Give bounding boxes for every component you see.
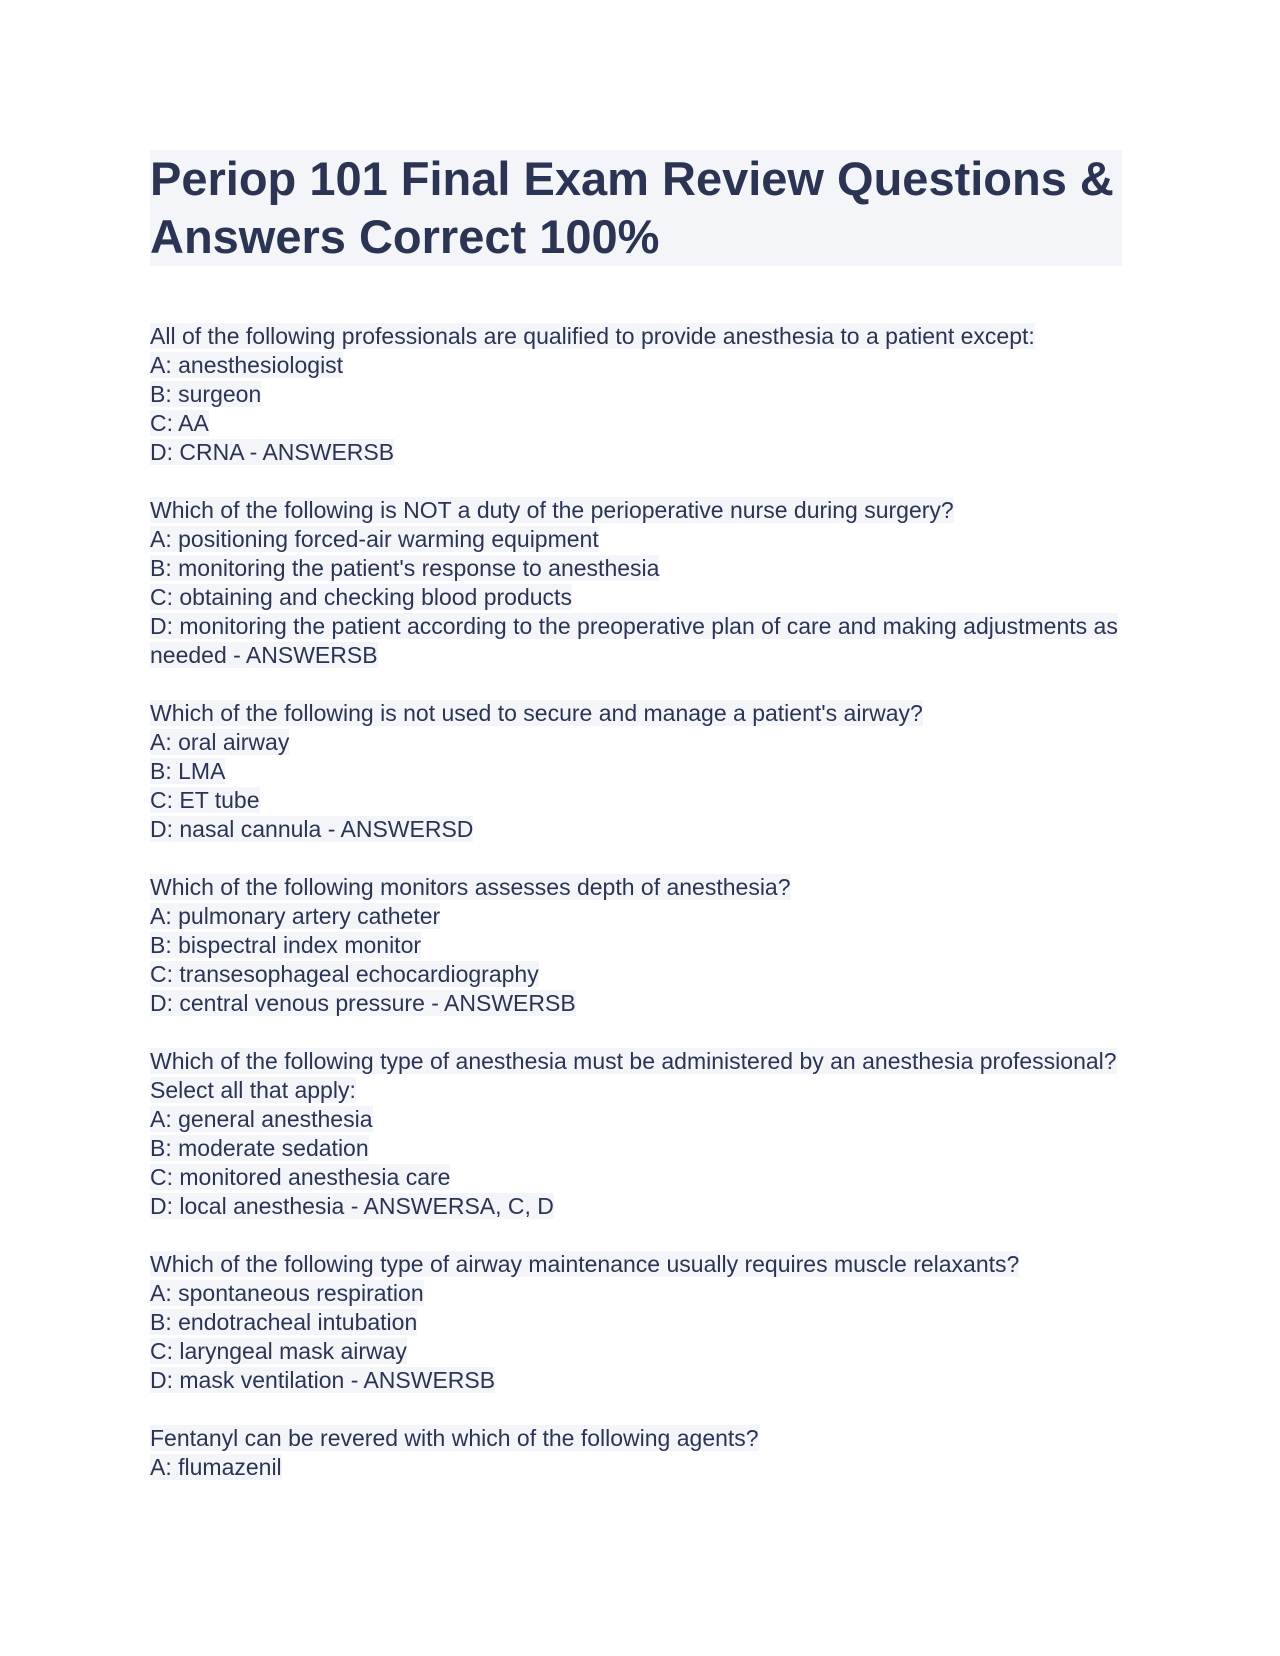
- question-text-text: Which of the following type of airway maintenance usually requires muscle relaxants?: [150, 1251, 1020, 1277]
- answer-option: [150, 409, 1140, 438]
- answer-option: [150, 1279, 1140, 1308]
- question-text-text: Which of the following monitors assesses depth of anesthesia?: [150, 874, 791, 900]
- answer-option-text: A: flumazenil: [150, 1454, 282, 1480]
- answer-option-text: D: nasal cannula - ANSWERSD: [150, 816, 474, 842]
- question-text: [150, 1047, 1140, 1105]
- answer-option: [150, 1134, 1140, 1163]
- answer-option: [150, 960, 1140, 989]
- question-text: [150, 873, 1140, 902]
- answer-option: [150, 554, 1140, 583]
- answer-option: [150, 351, 1140, 380]
- question-block: [150, 1424, 1140, 1482]
- answer-option: [150, 583, 1140, 612]
- answer-option: [150, 786, 1140, 815]
- answer-option: [150, 1105, 1140, 1134]
- answer-option-text: D: central venous pressure - ANSWERSB: [150, 990, 576, 1016]
- answer-option-text: B: moderate sedation: [150, 1135, 369, 1161]
- answer-option-text: A: anesthesiologist: [150, 352, 344, 378]
- answer-option: [150, 1366, 1140, 1395]
- answer-option-text: B: monitoring the patient's response to anesthesia: [150, 555, 660, 581]
- answer-option-text: B: bispectral index monitor: [150, 932, 422, 958]
- question-list: [150, 322, 1140, 1511]
- answer-option: [150, 902, 1140, 931]
- document-title: Periop 101 Final Exam Review Questions & Answers Correct 100%: [150, 152, 1114, 263]
- answer-option-text: D: mask ventilation - ANSWERSB: [150, 1367, 496, 1393]
- answer-option: [150, 1453, 1140, 1482]
- answer-option: [150, 525, 1140, 554]
- answer-option: [150, 1337, 1140, 1366]
- answer-option: [150, 815, 1140, 844]
- answer-option: [150, 1192, 1140, 1221]
- answer-option-text: C: monitored anesthesia care: [150, 1164, 451, 1190]
- question-text: [150, 699, 1140, 728]
- question-block: [150, 1047, 1140, 1221]
- answer-option: [150, 438, 1140, 467]
- question-text-text: Which of the following type of anesthesia must be administered by an anesthesia professional? Select all that apply:: [150, 1048, 1117, 1103]
- question-text-text: Which of the following is not used to secure and manage a patient's airway?: [150, 700, 923, 726]
- question-block: [150, 496, 1140, 670]
- answer-option: [150, 1308, 1140, 1337]
- answer-option: [150, 1163, 1140, 1192]
- answer-option-text: C: transesophageal echocardiography: [150, 961, 539, 987]
- question-block: [150, 699, 1140, 844]
- question-block: [150, 1250, 1140, 1395]
- answer-option-text: A: pulmonary artery catheter: [150, 903, 441, 929]
- document-title-block: [150, 150, 1122, 266]
- answer-option-text: B: LMA: [150, 758, 226, 784]
- answer-option: [150, 728, 1140, 757]
- answer-option-text: D: CRNA - ANSWERSB: [150, 439, 395, 465]
- question-text: [150, 496, 1140, 525]
- answer-option-text: A: spontaneous respiration: [150, 1280, 424, 1306]
- answer-option: [150, 757, 1140, 786]
- question-block: [150, 322, 1140, 467]
- answer-option: [150, 612, 1140, 670]
- answer-option-text: A: general anesthesia: [150, 1106, 373, 1132]
- question-block: [150, 873, 1140, 1018]
- answer-option: [150, 380, 1140, 409]
- answer-option-text: B: endotracheal intubation: [150, 1309, 418, 1335]
- answer-option-text: A: positioning forced-air warming equipment: [150, 526, 599, 552]
- answer-option-text: D: local anesthesia - ANSWERSA, C, D: [150, 1193, 554, 1219]
- answer-option-text: C: ET tube: [150, 787, 260, 813]
- question-text: [150, 1250, 1140, 1279]
- answer-option: [150, 989, 1140, 1018]
- answer-option-text: C: laryngeal mask airway: [150, 1338, 407, 1364]
- answer-option-text: C: AA: [150, 410, 209, 436]
- answer-option-text: B: surgeon: [150, 381, 262, 407]
- question-text-text: Fentanyl can be revered with which of the following agents?: [150, 1425, 759, 1451]
- question-text-text: All of the following professionals are qualified to provide anesthesia to a patient except:: [150, 323, 1035, 349]
- answer-option-text: C: obtaining and checking blood products: [150, 584, 572, 610]
- answer-option: [150, 931, 1140, 960]
- answer-option-text: A: oral airway: [150, 729, 290, 755]
- answer-option-text: D: monitoring the patient according to the preoperative plan of care and making adjustments as needed - ANSWERSB: [150, 613, 1118, 668]
- question-text: [150, 322, 1140, 351]
- question-text-text: Which of the following is NOT a duty of the perioperative nurse during surgery?: [150, 497, 954, 523]
- question-text: [150, 1424, 1140, 1453]
